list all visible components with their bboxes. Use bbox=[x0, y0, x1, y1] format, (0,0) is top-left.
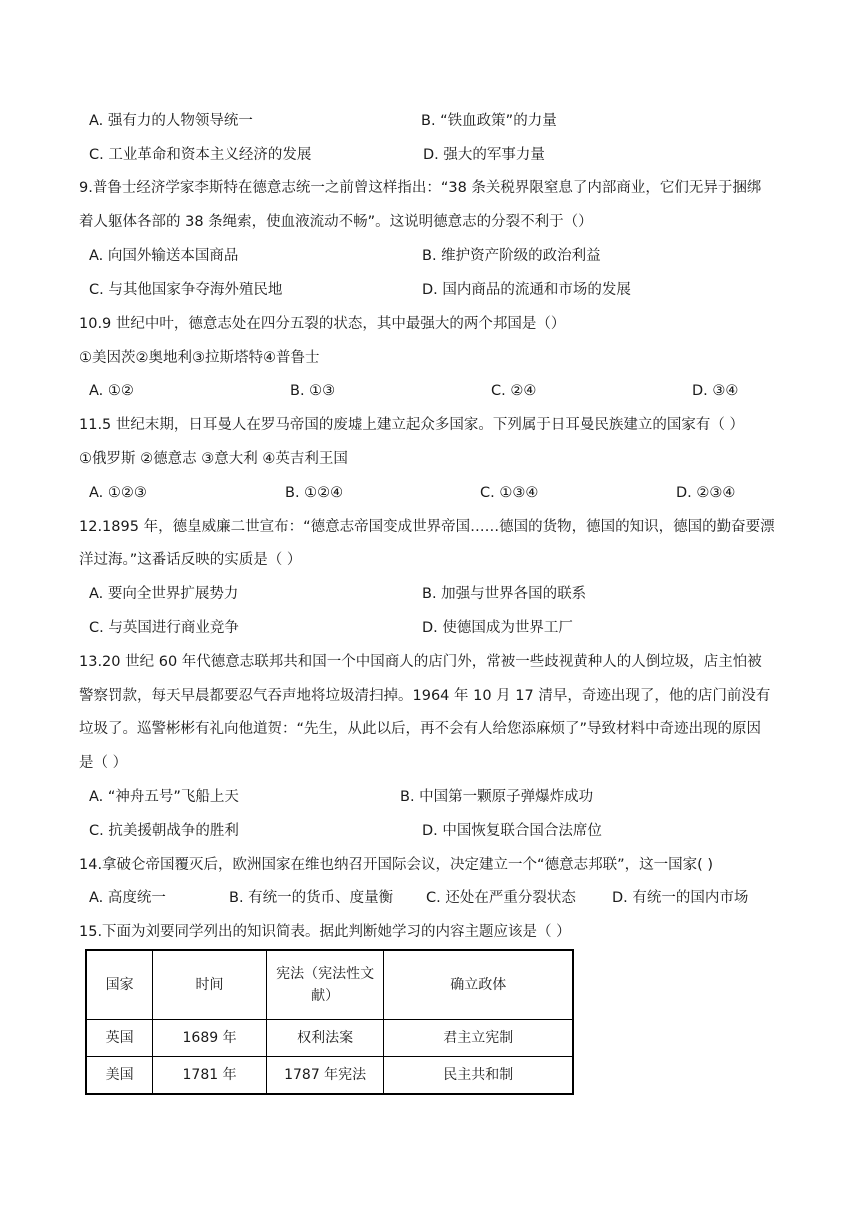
q13-option-c: C. 抗美援朝战争的胜利 bbox=[89, 823, 239, 839]
knowledge-table bbox=[85, 949, 574, 1095]
q9-option-d: D. 国内商品的流通和市场的发展 bbox=[422, 282, 631, 298]
table-cell: 民主共和制 bbox=[384, 1057, 573, 1095]
q9-stem-line2: 着人躯体各部的 38 条绳索，使血液流动不畅”。这说明德意志的分裂不利于（） bbox=[79, 214, 593, 230]
table-cell: 1781 年 bbox=[153, 1057, 267, 1095]
q12-option-c: C. 与英国进行商业竞争 bbox=[89, 620, 239, 636]
table-cell: 1787 年宪法 bbox=[266, 1057, 384, 1095]
q9-option-c: C. 与其他国家争夺海外殖民地 bbox=[89, 282, 283, 298]
table-cell: 权利法案 bbox=[266, 1020, 384, 1057]
q10-option-c: C. ②④ bbox=[491, 383, 537, 399]
q10-option-a: A. ①② bbox=[89, 383, 134, 399]
q13-stem-line1: 13.20 世纪 60 年代德意志联邦共和国一个中国商人的店门外，常被一些歧视黄种人的人倒垃圾，店主怕被 bbox=[79, 654, 762, 670]
q13-stem-line3: 垃圾了。巡警彬彬有礼向他道贺：“先生，从此以后，再不会有人给您添麻烦了”导致材料中奇迹出现的原因 bbox=[79, 721, 762, 737]
table-row bbox=[86, 1057, 573, 1095]
q14-stem-line1: 14.拿破仑帝国覆灭后，欧洲国家在维也纳召开国际会议，决定建立一个“德意志邦联”，这一国家( ) bbox=[79, 857, 714, 873]
q8-option-b: B. “铁血政策”的力量 bbox=[421, 113, 557, 129]
q11-stem-line1: 11.5 世纪末期，日耳曼人在罗马帝国的废墟上建立起众多国家。下列属于日耳曼民族建立的国家有（ ） bbox=[79, 417, 744, 433]
table-cell: 美国 bbox=[86, 1057, 153, 1095]
q9-option-b: B. 维护资产阶级的政治利益 bbox=[422, 248, 601, 264]
q12-option-b: B. 加强与世界各国的联系 bbox=[422, 586, 587, 602]
q10-stem-line1: 10.9 世纪中叶，德意志处在四分五裂的状态，其中最强大的两个邦国是（） bbox=[79, 316, 566, 332]
table-header-cell: 确立政体 bbox=[384, 950, 573, 1020]
q14-option-a: A. 高度统一 bbox=[89, 890, 166, 906]
q13-option-a: A. “神舟五号”飞船上天 bbox=[89, 789, 239, 805]
table-cell: 君主立宪制 bbox=[384, 1020, 573, 1057]
q9-option-a: A. 向国外输送本国商品 bbox=[89, 248, 239, 264]
q12-stem-line1: 12.1895 年，德皇威廉二世宣布：“德意志帝国变成世界帝国……德国的货物，德国的知识，德国的勤奋要漂 bbox=[79, 519, 775, 535]
table-cell: 1689 年 bbox=[153, 1020, 267, 1057]
q13-stem-line4: 是（ ） bbox=[79, 755, 128, 771]
q10-stem-line2: ①美因茨②奥地利③拉斯塔特④普鲁士 bbox=[79, 350, 320, 366]
q11-option-d: D. ②③④ bbox=[676, 485, 736, 501]
q12-option-d: D. 使德国成为世界工厂 bbox=[422, 620, 573, 636]
q13-option-b: B. 中国第一颗原子弹爆炸成功 bbox=[400, 789, 594, 805]
q13-stem-line2: 警察罚款，每天早晨都要忍气吞声地将垃圾清扫掉。1964 年 10 月 17 清早，奇迹出现了，他的店门前没有 bbox=[79, 688, 771, 704]
table-row bbox=[86, 1020, 573, 1057]
q14-option-c: C. 还处在严重分裂状态 bbox=[426, 890, 576, 906]
q12-option-a: A. 要向全世界扩展势力 bbox=[89, 586, 239, 602]
q14-option-b: B. 有统一的货币、度量衡 bbox=[229, 890, 394, 906]
q8-option-c: C. 工业革命和资本主义经济的发展 bbox=[89, 147, 312, 163]
table-header-cell: 时间 bbox=[153, 950, 267, 1020]
q10-option-b: B. ①③ bbox=[290, 383, 336, 399]
table-header-cell: 国家 bbox=[86, 950, 153, 1020]
q11-stem-line2: ①俄罗斯 ②德意志 ③意大利 ④英吉利王国 bbox=[79, 451, 348, 467]
q14-option-d: D. 有统一的国内市场 bbox=[612, 890, 749, 906]
table-header-row bbox=[86, 950, 573, 1020]
q11-option-b: B. ①②④ bbox=[285, 485, 344, 501]
q9-stem-line1: 9.普鲁士经济学家李斯特在德意志统一之前曾这样指出：“38 条关税界限窒息了内部商业，它们无异于捆绑 bbox=[79, 180, 762, 196]
q8-option-a: A. 强有力的人物领导统一 bbox=[89, 113, 253, 129]
q11-option-a: A. ①②③ bbox=[89, 485, 147, 501]
q11-option-c: C. ①③④ bbox=[480, 485, 539, 501]
q13-option-d: D. 中国恢复联合国合法席位 bbox=[422, 823, 602, 839]
q8-option-d: D. 强大的军事力量 bbox=[423, 147, 545, 163]
q12-stem-line2: 洋过海。”这番话反映的实质是（ ） bbox=[79, 552, 302, 568]
q15-stem-line1: 15.下面为刘要同学列出的知识简表。据此判断她学习的内容主题应该是（ ） bbox=[79, 924, 571, 940]
q10-option-d: D. ③④ bbox=[692, 383, 739, 399]
table-cell: 英国 bbox=[86, 1020, 153, 1057]
table-header-cell: 宪法（宪法性文献） bbox=[266, 950, 384, 1020]
